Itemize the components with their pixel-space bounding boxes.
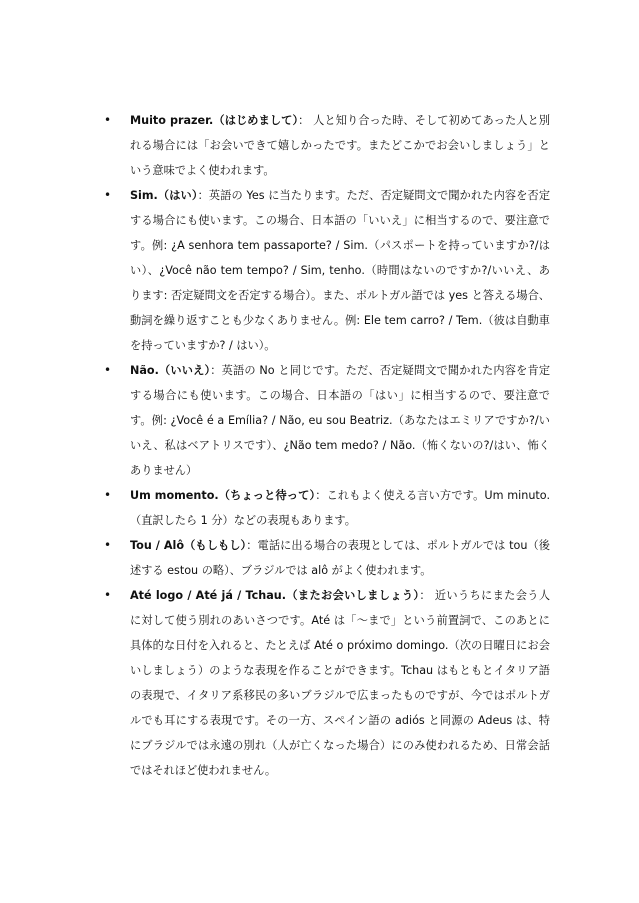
bullet-icon: • [104, 363, 112, 377]
phrase-term: Sim.（はい） [130, 189, 198, 202]
list-item [104, 108, 550, 183]
phrase-explanation: ：英語の Yes に当たります。ただ、否定疑問文で聞かれた内容を否定する場合にも使います。この場合、日本語の「いいえ」に相当するので、要注意です。例: ¿A senhora tem passaporte? / Sim.（パスポートを持っていますか?/はい）、¿Você não tem tempo? / Sim, tenho.（時間はないのですか?/いいえ、あります: 否定疑問文を否定する場合）。また、ポルトガル語では yes と答える場合、動詞を繰り返すことも少なくありません。例: Ele tem carro? / Tem.（彼は自動車を持っていますか? / はい）。 [130, 189, 551, 352]
phrase-explanation: ： 近いうちにまた会う人に対して使う別れのあいさつです。Até は「～まで」という前置詞で、このあとに具体的な日付を入れると、たとえば Até o próximo domingo.（次の日曜日にお会いしましょう）のような表現を作ることができます。Tchau はもともとイタリア語の表現で、イタリア系移民の多いブラジルで広まったものですが、今ではポルトガルでも耳にする表現です。その一方、スペイン語の adiós と同源の Adeus は、特にブラジルでは永遠の別れ（人が亡くなった場合）にのみ使われるため、日常会話ではそれほど使われません。 [130, 589, 551, 777]
phrase-term: Até logo / Até já / Tchau.（またお会いしましょう） [130, 589, 420, 602]
phrase-term: Não.（いいえ） [130, 364, 211, 377]
phrase-explanation: ：これもよく使える言い方です。Um minuto.（直訳したら 1 分）などの表現もあります。 [130, 489, 550, 527]
phrase-explanation: ： 人と知り合った時、そして初めてあった人と別れる場合には「お会いできて嬉しかったです。またどこかでお会いしましょう」という意味でよく使われます。 [130, 114, 551, 177]
list-item [104, 183, 550, 358]
bullet-icon: • [104, 538, 112, 552]
bullet-icon: • [104, 588, 112, 602]
bullet-icon: • [104, 488, 112, 502]
phrase-explanation: ：電話に出る場合の表現としては、ポルトガルでは tou（後述する estou の略）、ブラジルでは alô がよく使われます。 [130, 539, 550, 577]
list-item [104, 483, 550, 533]
bullet-icon: • [104, 113, 112, 127]
phrase-term: Um momento.（ちょっと待って） [130, 489, 316, 502]
phrase-explanation: ：英語の No と同じです。ただ、否定疑問文で聞かれた内容を肯定する場合にも使います。この場合、日本語の「はい」に相当するので、要注意です。例: ¿Você é a Emília? / Não, eu sou Beatriz.（あなたはエミリアですか?/いいえ、私はベアトリスです）、¿Não tem medo? / Não.（怖くないの?/はい、怖くありません） [130, 364, 551, 477]
list-item [104, 583, 550, 783]
list-item [104, 533, 550, 583]
list-item [104, 358, 550, 483]
phrase-list [104, 108, 550, 783]
bullet-icon: • [104, 188, 112, 202]
phrase-term: Tou / Alô（もしもし） [130, 539, 247, 552]
phrase-term: Muito prazer.（はじめまして） [130, 114, 299, 127]
